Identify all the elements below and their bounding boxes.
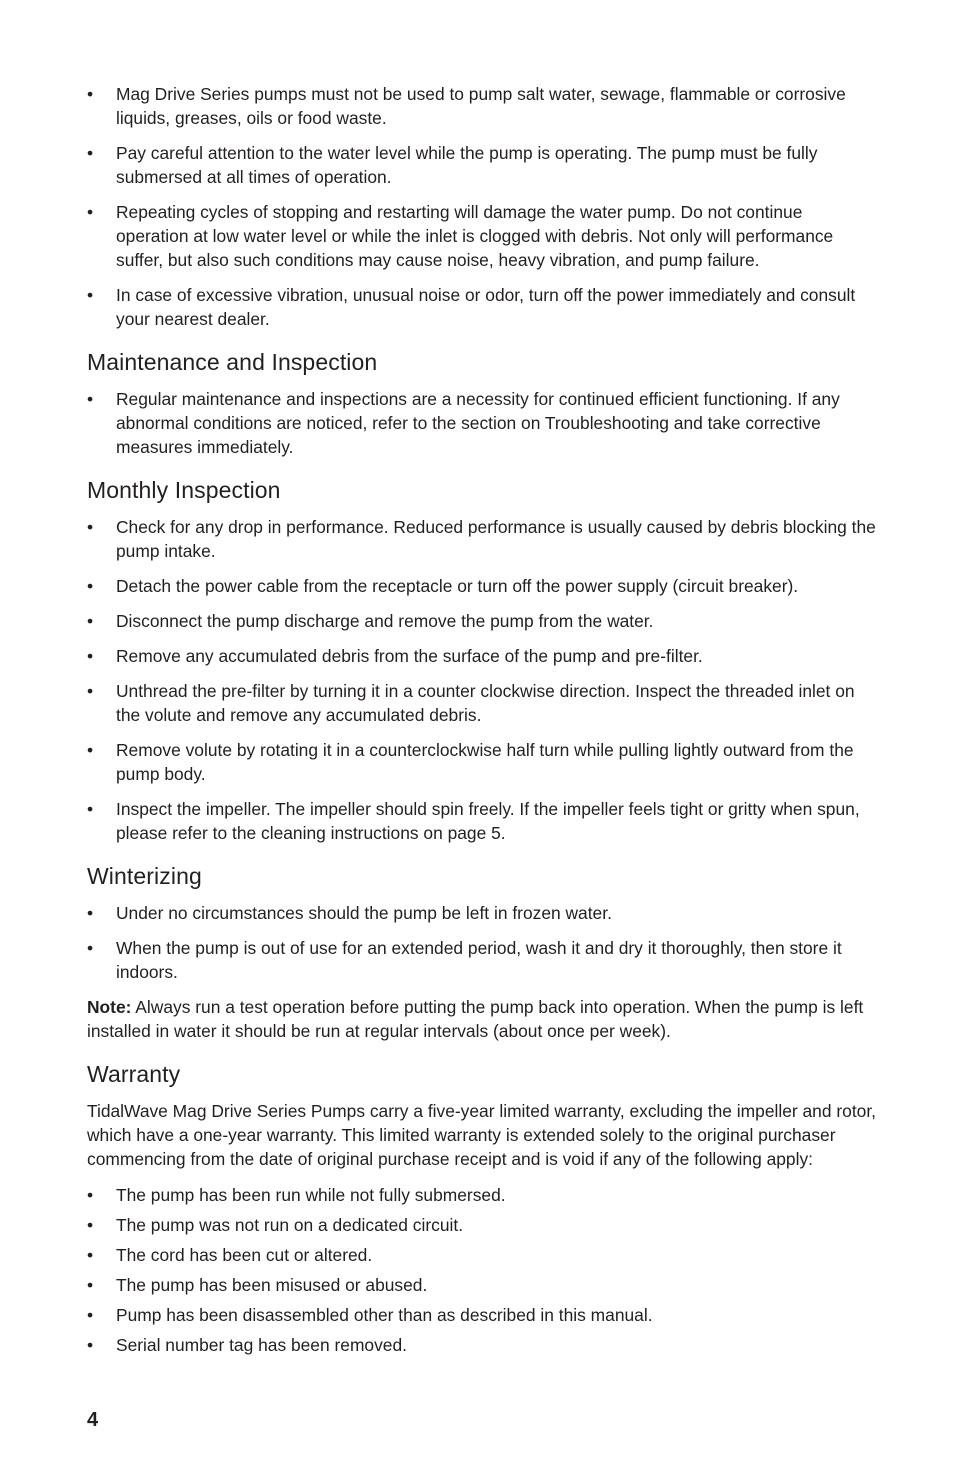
- note-label: Note:: [87, 997, 132, 1017]
- bullet-icon: •: [87, 576, 94, 596]
- list-item-text: When the pump is out of use for an extended period, wash it and dry it thoroughly, then store it indoors.: [116, 938, 842, 982]
- list-item: [87, 797, 877, 845]
- list-item: [87, 1333, 877, 1357]
- bullet-icon: •: [87, 1275, 94, 1295]
- monthly-bullet-list: [87, 515, 877, 845]
- list-item-text: Disconnect the pump discharge and remove the pump from the water.: [116, 611, 654, 631]
- safety-bullet-list: [87, 82, 877, 331]
- list-item-text: Regular maintenance and inspections are a necessity for continued efficient functioning. If any abnormal conditions are noticed, refer to the section on Troubleshooting and take corrective measures immediately.: [116, 389, 840, 457]
- list-item: [87, 738, 877, 786]
- monthly-inspection-section: [87, 476, 877, 845]
- list-item-text: Check for any drop in performance. Reduced performance is usually caused by debris blocking the pump intake.: [116, 517, 876, 561]
- winterizing-bullet-list: [87, 901, 877, 984]
- list-item: [87, 901, 877, 925]
- list-item: [87, 141, 877, 189]
- bullet-icon: •: [87, 1335, 94, 1355]
- list-item: [87, 283, 877, 331]
- bullet-icon: •: [87, 681, 94, 701]
- bullet-icon: •: [87, 1215, 94, 1235]
- list-item: [87, 1273, 877, 1297]
- winterizing-note: [87, 995, 877, 1043]
- list-item-text: Pump has been disassembled other than as described in this manual.: [116, 1305, 653, 1325]
- section-heading: Warranty: [87, 1061, 181, 1087]
- section-heading: Winterizing: [87, 863, 202, 889]
- list-item: [87, 1183, 877, 1207]
- list-item-text: Detach the power cable from the receptacle or turn off the power supply (circuit breaker).: [116, 576, 799, 596]
- manual-page: [87, 82, 877, 1363]
- bullet-icon: •: [87, 84, 94, 104]
- bullet-icon: •: [87, 517, 94, 537]
- list-item: [87, 200, 877, 272]
- bullet-icon: •: [87, 646, 94, 666]
- bullet-icon: •: [87, 1185, 94, 1205]
- bullet-icon: •: [87, 389, 94, 409]
- bullet-icon: •: [87, 143, 94, 163]
- list-item-text: The cord has been cut or altered.: [116, 1245, 373, 1265]
- list-item-text: Serial number tag has been removed.: [116, 1335, 407, 1355]
- list-item-text: The pump has been run while not fully submersed.: [116, 1185, 506, 1205]
- list-item: [87, 515, 877, 563]
- warranty-paragraph: TidalWave Mag Drive Series Pumps carry a five-year limited warranty, excluding the impeller and rotor, which have a one-year warranty. This limited warranty is extended solely to the original purchaser commencing from the date of original purchase receipt and is void if any of the following apply:: [87, 1101, 876, 1169]
- list-item: [87, 1303, 877, 1327]
- list-item: [87, 387, 877, 459]
- section-heading: Maintenance and Inspection: [87, 349, 378, 375]
- section-heading: Monthly Inspection: [87, 477, 281, 503]
- list-item-text: Mag Drive Series pumps must not be used to pump salt water, sewage, flammable or corrosive liquids, greases, oils or food waste.: [116, 84, 846, 128]
- bullet-icon: •: [87, 938, 94, 958]
- list-item-text: The pump was not run on a dedicated circuit.: [116, 1215, 464, 1235]
- list-item: [87, 82, 877, 130]
- warranty-section: [87, 1060, 877, 1357]
- list-item-text: Repeating cycles of stopping and restarting will damage the water pump. Do not continue operation at low water level or while the inlet is clogged with debris. Not only will performance suffer, but also such conditions may cause noise, heavy vibration, and pump failure.: [116, 202, 834, 270]
- list-item: [87, 1243, 877, 1267]
- list-item-text: Remove any accumulated debris from the surface of the pump and pre-filter.: [116, 646, 703, 666]
- bullet-icon: •: [87, 799, 94, 819]
- maintenance-section: [87, 348, 877, 459]
- page-number: 4: [87, 1409, 99, 1431]
- list-item-text: The pump has been misused or abused.: [116, 1275, 428, 1295]
- list-item: [87, 679, 877, 727]
- list-item-text: Unthread the pre-filter by turning it in a counter clockwise direction. Inspect the threaded inlet on the volute and remove any accumulated debris.: [116, 681, 855, 725]
- list-item: [87, 936, 877, 984]
- bullet-icon: •: [87, 1245, 94, 1265]
- maintenance-bullet-list: [87, 387, 877, 459]
- bullet-icon: •: [87, 285, 94, 305]
- winterizing-section: [87, 862, 877, 1043]
- list-item: [87, 644, 877, 668]
- warranty-bullet-list: [87, 1183, 877, 1357]
- note-text: Always run a test operation before putting the pump back into operation. When the pump is left installed in water it should be run at regular intervals (about once per week).: [87, 997, 864, 1041]
- list-item-text: Inspect the impeller. The impeller should spin freely. If the impeller feels tight or gritty when spun, please refer to the cleaning instructions on page 5.: [116, 799, 860, 843]
- list-item: [87, 609, 877, 633]
- bullet-icon: •: [87, 1305, 94, 1325]
- bullet-icon: •: [87, 903, 94, 923]
- list-item-text: In case of excessive vibration, unusual noise or odor, turn off the power immediately and consult your nearest dealer.: [116, 285, 856, 329]
- bullet-icon: •: [87, 611, 94, 631]
- list-item-text: Pay careful attention to the water level while the pump is operating. The pump must be fully submersed at all times of operation.: [116, 143, 818, 187]
- list-item: [87, 1213, 877, 1237]
- bullet-icon: •: [87, 740, 94, 760]
- list-item-text: Remove volute by rotating it in a counterclockwise half turn while pulling lightly outward from the pump body.: [116, 740, 854, 784]
- list-item-text: Under no circumstances should the pump be left in frozen water.: [116, 903, 612, 923]
- list-item: [87, 574, 877, 598]
- bullet-icon: •: [87, 202, 94, 222]
